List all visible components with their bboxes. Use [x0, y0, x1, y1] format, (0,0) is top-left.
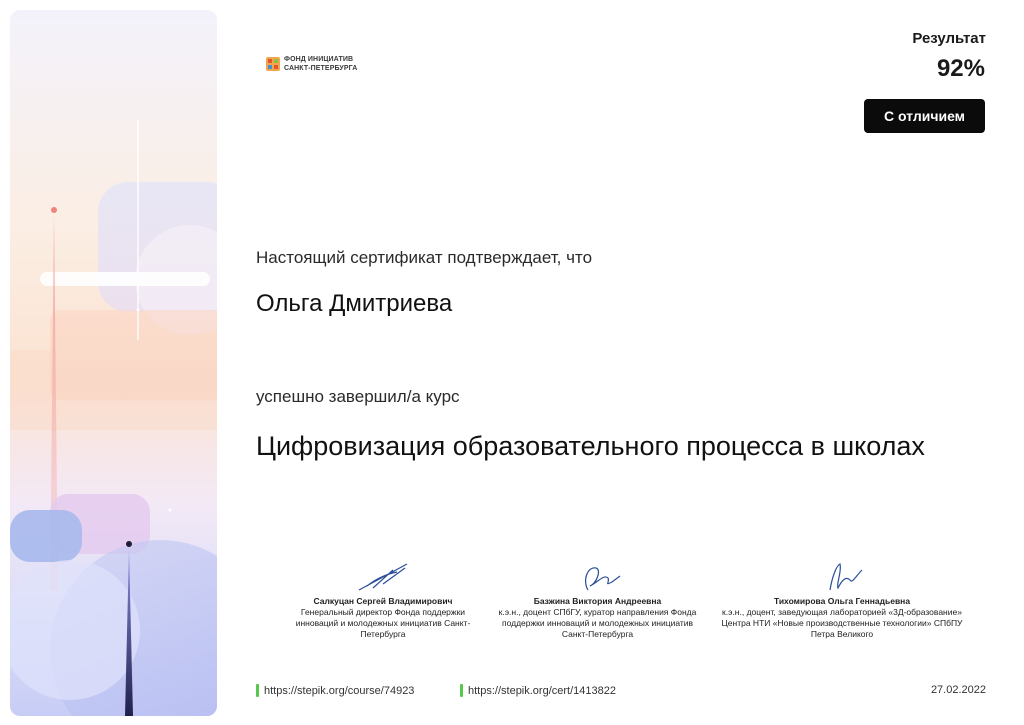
link-marker-icon [256, 684, 259, 697]
result-label: Результат [912, 30, 986, 47]
signatory-role: к.э.н., доцент СПбГУ, куратор направления Фонда поддержки инноваций и молодежных инициатив Санкт-Петербурга [498, 607, 697, 639]
signature-icon [353, 560, 413, 594]
signatory-name: Салкуцан Сергей Владимирович [313, 596, 453, 606]
completion-text: успешно завершил/а курс [256, 387, 460, 406]
signature-icon [568, 560, 628, 594]
course-title: Цифровизация образовательного процесса в школах [256, 431, 925, 461]
logo-line-1: ФОНД ИНИЦИАТИВ [284, 56, 354, 63]
signature-block [712, 560, 972, 640]
signatory-name: Тихомирова Ольга Геннадьевна [773, 596, 911, 606]
foundation-logo [266, 55, 357, 73]
signature-block [283, 560, 483, 640]
recipient-name: Ольга Дмитриева [256, 290, 453, 317]
distinction-badge: С отличием [864, 99, 985, 133]
issue-date: 27.02.2022 [930, 684, 986, 696]
signatory-name: Базжина Виктория Андреевна [533, 596, 662, 606]
foundation-logo-icon [266, 57, 280, 71]
course-link[interactable] [256, 684, 414, 697]
logo-text [284, 55, 357, 73]
course-url[interactable]: https://stepik.org/course/74923 [264, 684, 415, 697]
logo-line-2: САНКТ-ПЕТЕРБУРГА [284, 65, 358, 72]
signature-block [490, 560, 705, 640]
decorative-artwork [10, 10, 217, 716]
signatory-role: к.э.н., доцент, заведующая лабораторией «3Д-образование» Центра НТИ «Новые производственные технологии» СПбПУ Петра Великого [721, 607, 963, 639]
certificate-url[interactable]: https://stepik.org/cert/1413822 [468, 684, 616, 697]
decorative-panel [10, 10, 217, 716]
certificate-intro: Настоящий сертификат подтверждает, что [256, 248, 593, 267]
signatory-role: Генеральный директор Фонда поддержки инноваций и молодежных инициатив Санкт-Петербурга [295, 607, 471, 639]
certificate-link[interactable] [460, 684, 616, 697]
result-value: 92% [936, 55, 985, 82]
signature-icon [812, 560, 872, 594]
link-marker-icon [460, 684, 463, 697]
